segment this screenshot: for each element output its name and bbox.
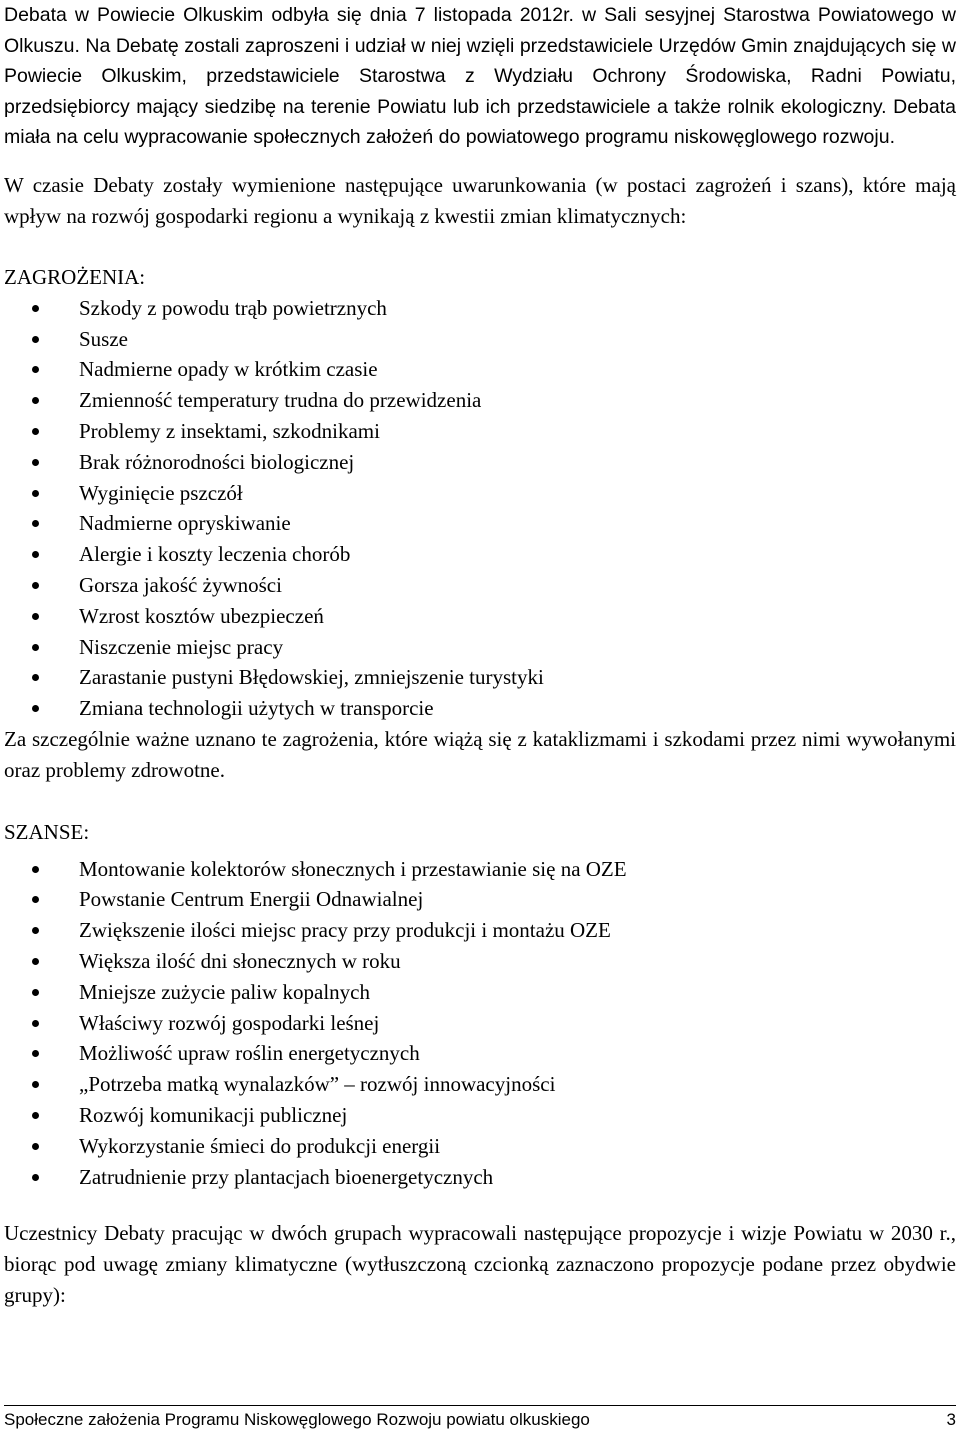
- list-item: [4, 601, 956, 632]
- bullet-icon: [32, 1174, 39, 1181]
- list-item: [4, 478, 956, 509]
- bullet-icon: [32, 927, 39, 934]
- list-item-text: Niszczenie miejsc pracy: [79, 634, 284, 659]
- list-item-text: Wykorzystanie śmieci do produkcji energii: [79, 1133, 441, 1158]
- list-item: [4, 977, 956, 1008]
- list-item-text: Zmiana technologii użytych w transporcie: [79, 696, 434, 721]
- list-item: [4, 884, 956, 915]
- bullet-icon: [32, 1020, 39, 1027]
- bullet-icon: [32, 1112, 39, 1119]
- list-item-text: Zwiększenie ilości miejsc pracy przy produkcji i montażu OZE: [79, 918, 611, 943]
- intro-part-2: Na Debatę zostali zaproszeni i udział w niej wzięli przedstawiciele Urzędów Gmin znajdujących się w Powiecie Olkuskim, przedstawiciele Starostwa z Wydziału Ochrony Środowiska, Radni Powiatu, przedsiębiorcy mający siedzibę na terenie Powiatu lub ich przedstawiciele a także rolnik ekologiczny. Debata miała na celu wypracowanie społecznych założeń do powiatowego programu niskowęglowego rozwoju.: [4, 34, 956, 149]
- list-item: [4, 946, 956, 977]
- list-item: [4, 1100, 956, 1131]
- bullet-icon: [32, 582, 39, 589]
- threats-summary: Za szczególnie ważne uznano te zagrożenia, które wiążą się z kataklizmami i szkodami przez nimi wywołanymi oraz problemy zdrowotne.: [4, 726, 956, 782]
- list-item: [4, 1069, 956, 1100]
- list-item: [4, 632, 956, 663]
- bullet-icon: [32, 551, 39, 558]
- list-item-text: Powstanie Centrum Energii Odnawialnej: [79, 887, 424, 912]
- list-item-text: Montowanie kolektorów słonecznych i przestawianie się na OZE: [79, 856, 627, 881]
- list-item: [4, 293, 956, 324]
- list-item-text: Alergie i koszty leczenia chorób: [79, 542, 351, 567]
- bullet-icon: [32, 705, 39, 712]
- threats-heading: ZAGROŻENIA:: [4, 265, 146, 290]
- list-item: [4, 354, 956, 385]
- bullet-icon: [32, 1050, 39, 1057]
- list-item: [4, 693, 956, 724]
- list-item-text: Nadmierne opady w krótkim czasie: [79, 357, 378, 382]
- bullet-icon: [32, 989, 39, 996]
- document-page: [4, 0, 956, 1310]
- bullet-icon: [32, 336, 39, 343]
- intro-part-1: Debata w Powiecie Olkuskim odbyła się dnia 7 listopada 2012r. w Sali sesyjnej Starostwa Powiatowego w Olkuszu.: [4, 4, 956, 57]
- bullet-icon: [32, 896, 39, 903]
- list-item-text: Problemy z insektami, szkodnikami: [79, 418, 380, 443]
- list-item-text: Możliwość upraw roślin energetycznych: [79, 1041, 420, 1066]
- threats-list: [4, 293, 956, 724]
- list-item-text: Susze: [79, 326, 128, 351]
- list-item: [4, 1131, 956, 1162]
- bullet-icon: [32, 1081, 39, 1088]
- bullet-icon: [32, 397, 39, 404]
- intro-paragraph: [4, 0, 956, 153]
- list-item: [4, 1038, 956, 1069]
- list-item: [4, 447, 956, 478]
- list-item: [4, 539, 956, 570]
- footer-title: Społeczne założenia Programu Niskowęglowego Rozwoju powiatu olkuskiego: [4, 1410, 590, 1429]
- context-paragraph: W czasie Debaty zostały wymienione następujące uwarunkowania (w postaci zagrożeń i szans), które mają wpływ na rozwój gospodarki regionu a wynikają z kwestii zmian klimatycznych:: [4, 172, 956, 228]
- bullet-icon: [32, 428, 39, 435]
- bullet-icon: [32, 674, 39, 681]
- list-item: [4, 508, 956, 539]
- list-item-text: Wyginięcie pszczół: [79, 480, 243, 505]
- opportunities-list: [4, 854, 956, 1193]
- list-item-text: Zarastanie pustyni Błędowskiej, zmniejszenie turystyki: [79, 665, 544, 690]
- list-item: [4, 324, 956, 355]
- list-item: [4, 570, 956, 601]
- list-item: [4, 915, 956, 946]
- list-item-text: Nadmierne opryskiwanie: [79, 511, 291, 536]
- list-item-text: Większa ilość dni słonecznych w roku: [79, 949, 401, 974]
- opportunities-heading: SZANSE:: [4, 820, 90, 845]
- bullet-icon: [32, 866, 39, 873]
- list-item-text: Gorsza jakość żywności: [79, 572, 282, 597]
- list-item-text: Rozwój komunikacji publicznej: [79, 1103, 348, 1128]
- list-item-text: Zmienność temperatury trudna do przewidzenia: [79, 388, 482, 413]
- list-item: [4, 662, 956, 693]
- list-item-text: Mniejsze zużycie paliw kopalnych: [79, 979, 370, 1004]
- list-item-text: Brak różnorodności biologicznej: [79, 449, 355, 474]
- bullet-icon: [32, 1143, 39, 1150]
- page-footer: [4, 1405, 956, 1430]
- bullet-icon: [32, 644, 39, 651]
- list-item-text: Wzrost kosztów ubezpieczeń: [79, 603, 324, 628]
- list-item: [4, 854, 956, 885]
- bullet-icon: [32, 958, 39, 965]
- bullet-icon: [32, 490, 39, 497]
- bullet-icon: [32, 366, 39, 373]
- bullet-icon: [32, 305, 39, 312]
- closing-paragraph: Uczestnicy Debaty pracując w dwóch grupach wypracowali następujące propozycje i wizje Powiatu w 2030 r., biorąc pod uwagę zmiany klimatyczne (wytłuszczoną czcionką zaznaczono propozycje podane przez obydwie grupy):: [4, 1221, 956, 1307]
- bullet-icon: [32, 459, 39, 466]
- bullet-icon: [32, 613, 39, 620]
- list-item: [4, 1008, 956, 1039]
- list-item: [4, 416, 956, 447]
- list-item-text: Zatrudnienie przy plantacjach bioenergetycznych: [79, 1164, 494, 1189]
- list-item: [4, 385, 956, 416]
- list-item-text: Właściwy rozwój gospodarki leśnej: [79, 1010, 380, 1035]
- list-item-text: Szkody z powodu trąb powietrznych: [79, 295, 387, 320]
- page-number: 3: [946, 1410, 956, 1429]
- list-item: [4, 1162, 956, 1193]
- list-item-text: „Potrzeba matką wynalazków” – rozwój innowacyjności: [79, 1072, 556, 1097]
- bullet-icon: [32, 520, 39, 527]
